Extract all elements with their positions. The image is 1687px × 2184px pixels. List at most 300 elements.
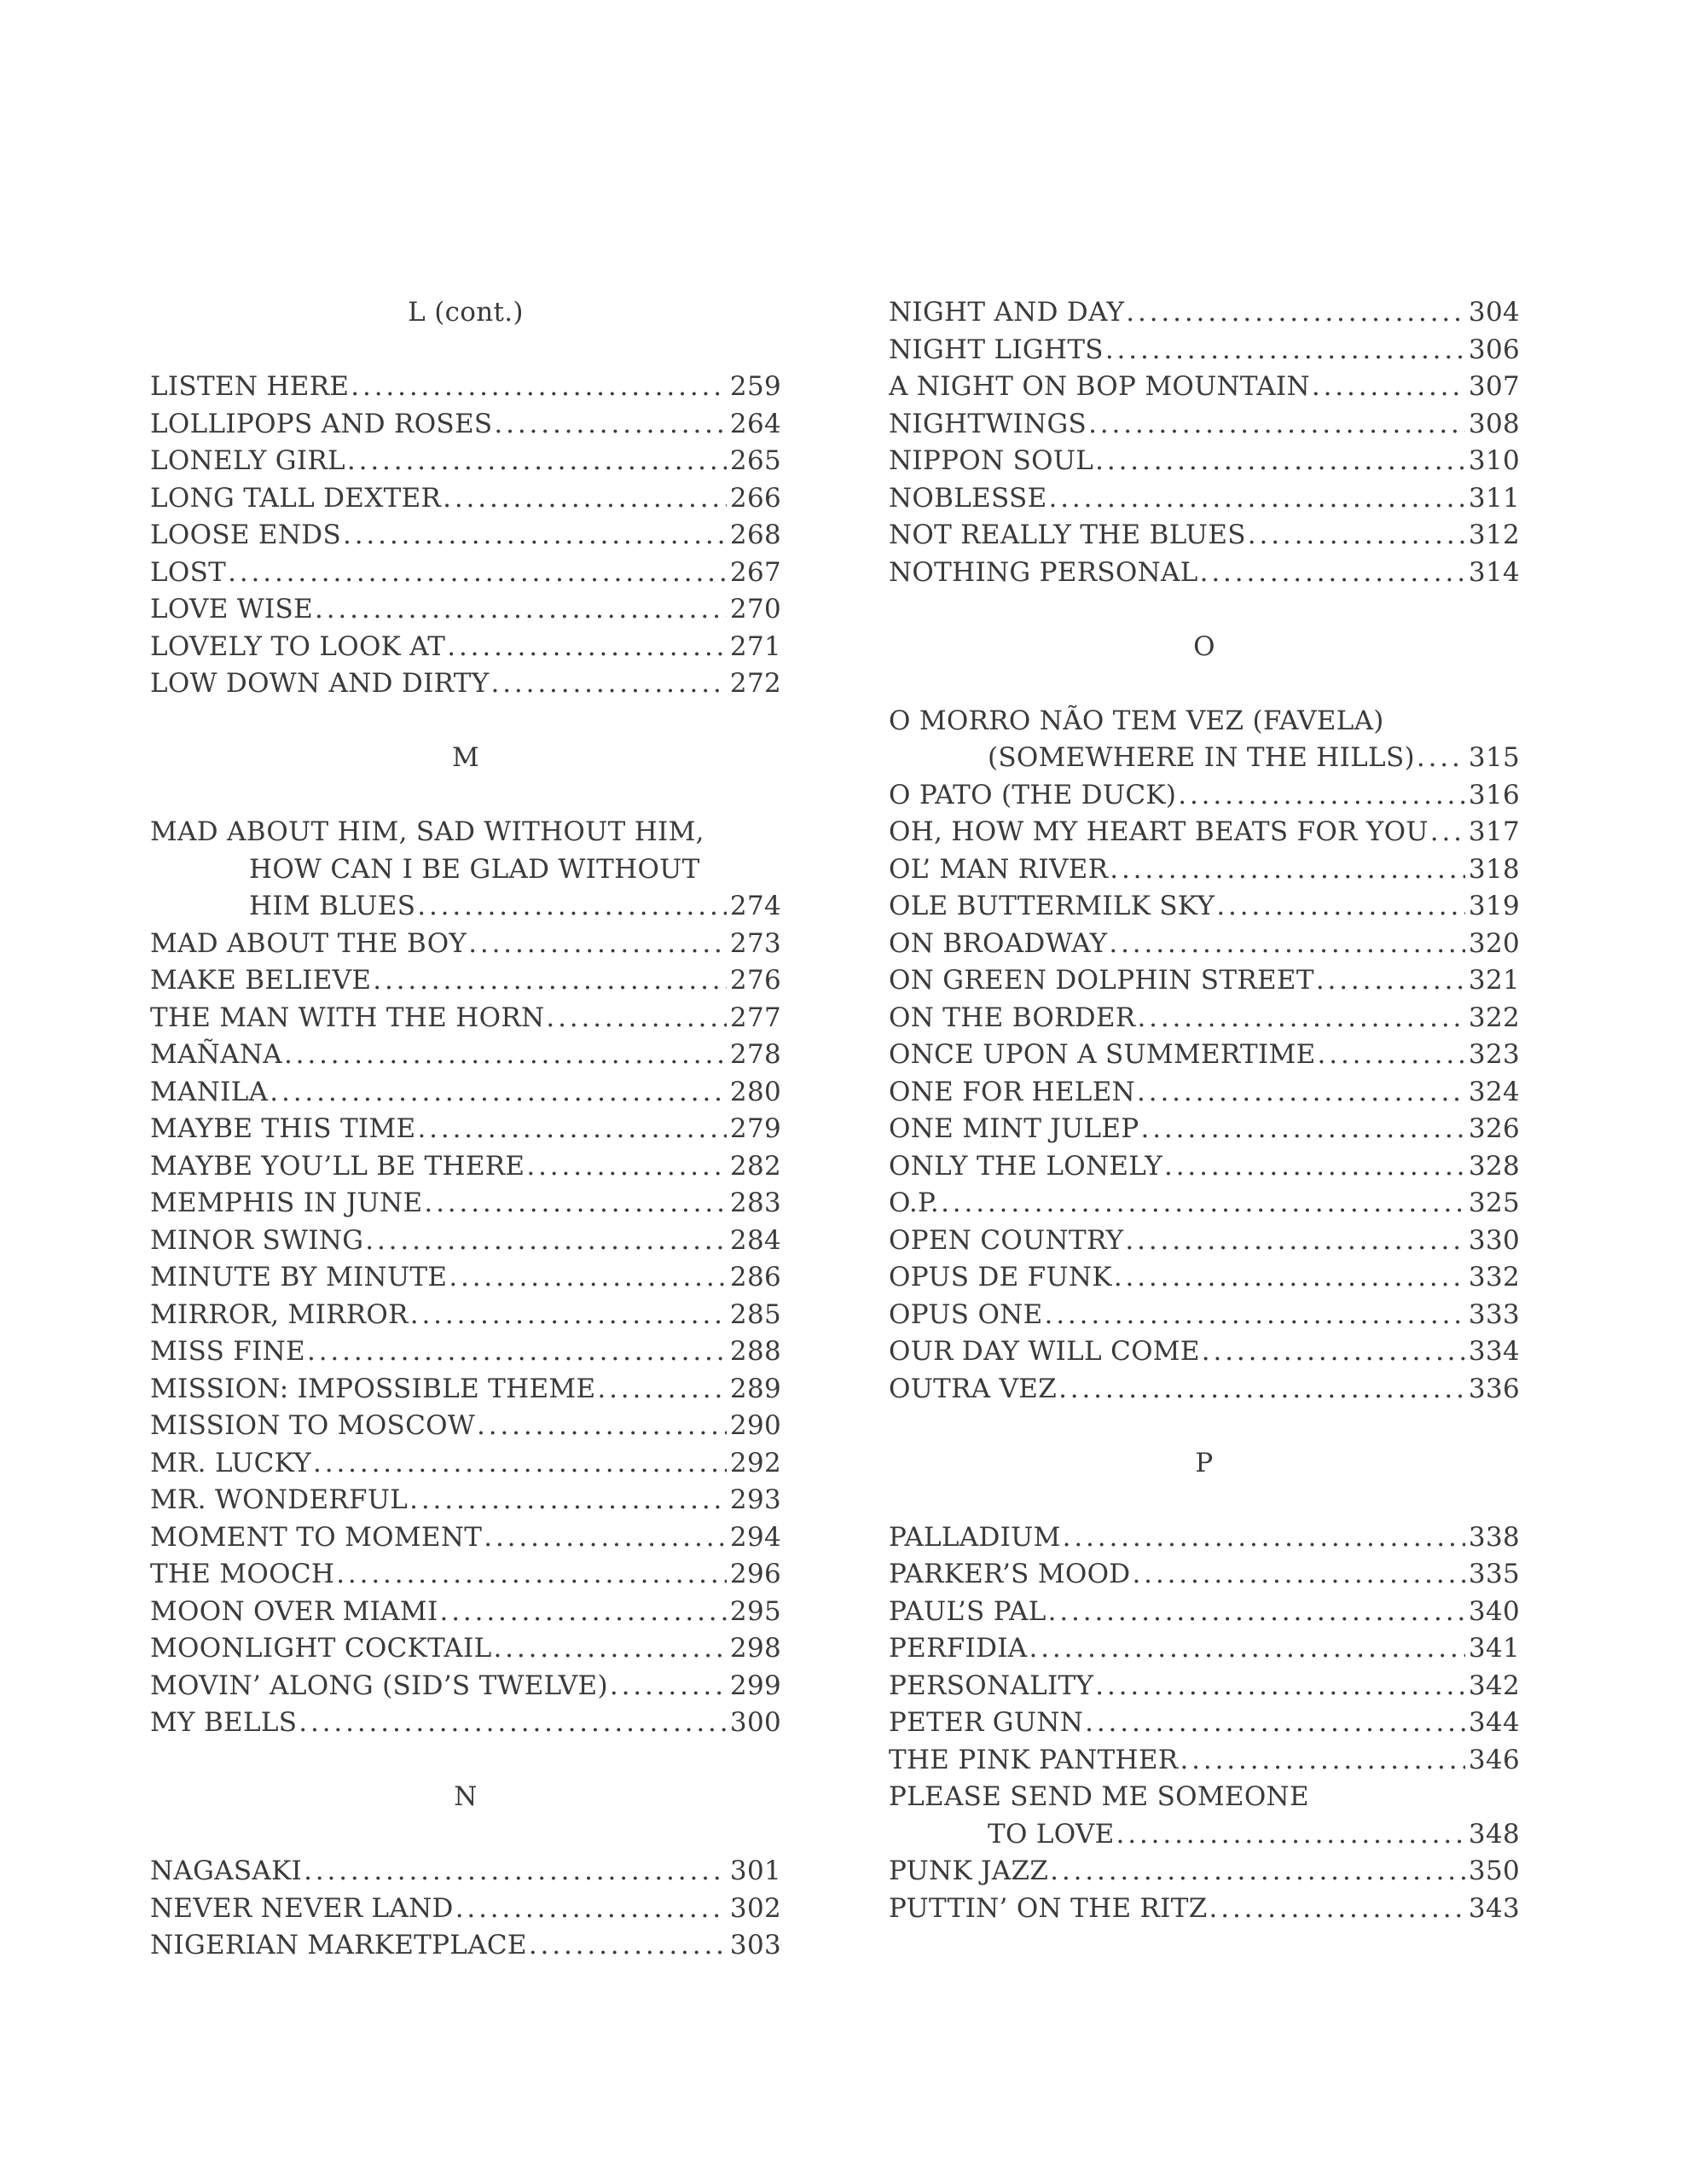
index-column-right bbox=[889, 294, 1520, 1927]
index-entry bbox=[150, 1371, 781, 1409]
entry-title: PUTTIN’ ON THE RITZ bbox=[889, 1892, 1208, 1924]
entry-title: NOTHING PERSONAL bbox=[889, 556, 1198, 588]
entry-title: MAD ABOUT THE BOY bbox=[150, 927, 467, 959]
entry-page-number: 272 bbox=[729, 668, 781, 699]
entry-title: MINUTE BY MINUTE bbox=[150, 1262, 448, 1292]
index-entry bbox=[889, 926, 1520, 963]
index-entry bbox=[889, 332, 1520, 369]
entry-page-number: 314 bbox=[1468, 556, 1520, 588]
entry-title: NIPPON SOUL bbox=[889, 445, 1094, 476]
entry-title: ONE FOR HELEN bbox=[889, 1076, 1136, 1107]
index-entry bbox=[889, 1000, 1520, 1037]
index-entry bbox=[150, 1519, 781, 1557]
entry-title: MEMPHIS IN JUNE bbox=[150, 1188, 423, 1218]
dot-leader bbox=[228, 555, 727, 592]
entry-title: LONG TALL DEXTER bbox=[150, 482, 442, 514]
index-entry bbox=[889, 1223, 1520, 1260]
index-entry bbox=[889, 1742, 1520, 1780]
index-entry bbox=[150, 665, 781, 703]
dot-leader bbox=[307, 1333, 727, 1371]
entry-page-number: 325 bbox=[1468, 1188, 1520, 1218]
entry-page-number: 308 bbox=[1468, 408, 1520, 439]
dot-leader bbox=[1110, 851, 1465, 889]
entry-title: THE MAN WITH THE HORN bbox=[150, 1002, 545, 1033]
entry-page-number: 276 bbox=[729, 965, 781, 996]
index-entry bbox=[150, 1853, 781, 1891]
index-entry bbox=[150, 1074, 781, 1112]
entry-page-number: 306 bbox=[1468, 334, 1520, 365]
index-entry-title-line bbox=[150, 814, 781, 851]
entry-title: LOVE WISE bbox=[150, 594, 314, 624]
entry-page-number: 264 bbox=[729, 408, 781, 439]
entry-title: NOT REALLY THE BLUES bbox=[889, 520, 1246, 550]
dot-leader bbox=[304, 1853, 727, 1891]
entry-page-number: 312 bbox=[1468, 520, 1520, 550]
entry-title: MISSION TO MOSCOW bbox=[150, 1410, 475, 1441]
dot-leader bbox=[1126, 294, 1465, 332]
entry-title: ON GREEN DOLPHIN STREET bbox=[889, 965, 1314, 996]
entry-title: THE PINK PANTHER bbox=[889, 1744, 1179, 1775]
entry-page-number: 322 bbox=[1468, 1002, 1520, 1033]
entry-title: MANILA bbox=[150, 1076, 269, 1107]
entry-page-number: 294 bbox=[729, 1521, 781, 1553]
dot-leader bbox=[443, 480, 727, 518]
entry-title: OPUS DE FUNK bbox=[889, 1262, 1112, 1292]
index-entry bbox=[889, 740, 1520, 777]
entry-page-number: 320 bbox=[1468, 927, 1520, 959]
dot-leader bbox=[270, 1074, 727, 1112]
index-entry bbox=[889, 1111, 1520, 1148]
entry-page-number: 295 bbox=[729, 1595, 781, 1627]
entry-title: LONELY GIRL bbox=[150, 445, 345, 476]
dot-leader bbox=[373, 962, 727, 1000]
spacer bbox=[150, 1816, 781, 1854]
index-entry bbox=[889, 888, 1520, 926]
entry-title: ON THE BORDER bbox=[889, 1002, 1136, 1033]
dot-leader bbox=[1058, 1371, 1465, 1409]
entry-title: LISTEN HERE bbox=[150, 371, 350, 402]
dot-leader bbox=[597, 1371, 727, 1409]
entry-page-number: 289 bbox=[729, 1373, 781, 1404]
dot-leader bbox=[1114, 1259, 1465, 1297]
index-entry bbox=[889, 1668, 1520, 1705]
spacer bbox=[150, 332, 781, 369]
index-entry bbox=[150, 1668, 781, 1705]
entry-page-number: 288 bbox=[729, 1336, 781, 1367]
index-entry bbox=[889, 1037, 1520, 1074]
dot-leader bbox=[546, 1000, 727, 1037]
entry-title: NEVER NEVER LAND bbox=[150, 1892, 454, 1924]
index-entry bbox=[150, 1333, 781, 1371]
spacer bbox=[150, 777, 781, 815]
entry-page-number: 346 bbox=[1468, 1744, 1520, 1775]
dot-leader bbox=[1137, 1000, 1464, 1037]
dot-leader bbox=[1216, 888, 1465, 926]
entry-title: PUNK JAZZ bbox=[889, 1856, 1049, 1886]
index-entry bbox=[150, 1594, 781, 1631]
section-letter-heading: L (cont.) bbox=[408, 297, 524, 328]
dot-leader bbox=[1125, 1223, 1465, 1260]
entry-title: MOONLIGHT COCKTAIL bbox=[150, 1633, 492, 1664]
entry-page-number: 277 bbox=[729, 1002, 781, 1033]
entry-title: O MORRO NÃO TEM VEZ (FAVELA) bbox=[889, 705, 1384, 736]
index-entry bbox=[889, 1594, 1520, 1631]
entry-title: MAYBE YOU’LL BE THERE bbox=[150, 1150, 525, 1182]
dot-leader bbox=[484, 1519, 727, 1557]
dot-leader bbox=[1248, 517, 1465, 555]
index-entry bbox=[889, 406, 1520, 444]
entry-title: LOVELY TO LOOK AT bbox=[150, 630, 446, 662]
dot-leader bbox=[1209, 1891, 1465, 1928]
index-entry bbox=[150, 1259, 781, 1297]
spacer bbox=[150, 703, 781, 741]
dot-leader bbox=[1316, 962, 1465, 1000]
entry-page-number: 315 bbox=[1468, 742, 1520, 773]
entry-title: OPEN COUNTRY bbox=[889, 1224, 1124, 1256]
index-entry bbox=[150, 1556, 781, 1594]
entry-page-number: 282 bbox=[729, 1150, 781, 1182]
entry-title: MY BELLS bbox=[150, 1707, 298, 1738]
dot-leader bbox=[1141, 1111, 1465, 1148]
dot-leader bbox=[410, 1297, 727, 1334]
index-entry bbox=[150, 517, 781, 555]
entry-title: MISS FINE bbox=[150, 1336, 305, 1367]
entry-title: MIRROR, MIRROR bbox=[150, 1298, 409, 1330]
entry-page-number: 299 bbox=[729, 1670, 781, 1701]
entry-title: PETER GUNN bbox=[889, 1707, 1084, 1738]
index-entry bbox=[150, 1891, 781, 1928]
dot-leader bbox=[1180, 1742, 1464, 1780]
dot-leader bbox=[1116, 1816, 1465, 1854]
section-letter-heading: O bbox=[1193, 630, 1215, 662]
entry-title: MAKE BELIEVE bbox=[150, 965, 372, 996]
section-letter-heading: M bbox=[451, 742, 480, 773]
entry-title: O.P. bbox=[889, 1188, 940, 1218]
entry-page-number: 286 bbox=[729, 1262, 781, 1292]
index-entry bbox=[150, 888, 781, 926]
index-entry bbox=[150, 406, 781, 444]
dot-leader bbox=[1048, 1594, 1465, 1631]
index-entry bbox=[889, 777, 1520, 815]
index-entry bbox=[150, 1408, 781, 1445]
dot-leader bbox=[1105, 332, 1465, 369]
index-entry bbox=[889, 1630, 1520, 1668]
dot-leader bbox=[1050, 1853, 1465, 1891]
entry-page-number: 321 bbox=[1468, 965, 1520, 996]
dot-leader bbox=[1063, 1519, 1465, 1557]
entry-page-number: 350 bbox=[1468, 1856, 1520, 1886]
index-entry bbox=[889, 1519, 1520, 1557]
dot-leader bbox=[365, 1223, 727, 1260]
entry-title: HOW CAN I BE GLAD WITHOUT bbox=[249, 853, 700, 885]
spacer bbox=[889, 591, 1520, 629]
entry-page-number: 266 bbox=[729, 482, 781, 514]
index-entry-title-line bbox=[889, 1779, 1520, 1816]
dot-leader bbox=[1095, 1668, 1465, 1705]
entry-page-number: 336 bbox=[1468, 1373, 1520, 1404]
entry-page-number: 333 bbox=[1468, 1298, 1520, 1330]
entry-page-number: 300 bbox=[729, 1707, 781, 1738]
entry-title: MAYBE THIS TIME bbox=[150, 1113, 416, 1144]
entry-title: LOW DOWN AND DIRTY bbox=[150, 668, 490, 699]
dot-leader bbox=[351, 369, 727, 406]
index-entry bbox=[889, 1556, 1520, 1594]
dot-leader bbox=[347, 443, 727, 480]
entry-page-number: 278 bbox=[729, 1039, 781, 1070]
entry-page-number: 334 bbox=[1468, 1336, 1520, 1367]
entry-title: MOMENT TO MOMENT bbox=[150, 1521, 483, 1553]
index-entry bbox=[150, 591, 781, 629]
entry-page-number: 338 bbox=[1468, 1521, 1520, 1553]
index-entry bbox=[889, 962, 1520, 1000]
entry-title: MOVIN’ ALONG (SID’S TWELVE) bbox=[150, 1670, 608, 1701]
entry-title: PALLADIUM bbox=[889, 1521, 1061, 1553]
index-entry bbox=[150, 555, 781, 592]
dot-leader bbox=[1430, 814, 1465, 851]
entry-page-number: 273 bbox=[729, 927, 781, 959]
index-entry bbox=[889, 443, 1520, 480]
index-entry bbox=[889, 1297, 1520, 1334]
dot-leader bbox=[1417, 740, 1465, 777]
index-entry bbox=[889, 814, 1520, 851]
entry-title: MR. LUCKY bbox=[150, 1447, 312, 1478]
index-entry bbox=[150, 1223, 781, 1260]
entry-title: ONCE UPON A SUMMERTIME bbox=[889, 1039, 1316, 1070]
entry-title: O PATO (THE DUCK) bbox=[889, 779, 1177, 810]
entry-page-number: 298 bbox=[729, 1633, 781, 1664]
index-entry bbox=[150, 1148, 781, 1186]
entry-title: OUR DAY WILL COME bbox=[889, 1336, 1200, 1367]
index-entry bbox=[889, 555, 1520, 592]
dot-leader bbox=[1137, 1074, 1465, 1112]
entry-title: NIGHT AND DAY bbox=[889, 297, 1125, 328]
entry-page-number: 344 bbox=[1468, 1707, 1520, 1738]
entry-title: NIGERIAN MARKETPLACE bbox=[150, 1930, 527, 1960]
index-entry bbox=[150, 1185, 781, 1223]
dot-leader bbox=[1095, 443, 1465, 480]
dot-leader bbox=[468, 926, 727, 963]
entry-page-number: 310 bbox=[1468, 445, 1520, 476]
entry-title: A NIGHT ON BOP MOUNTAIN bbox=[889, 371, 1310, 402]
entry-page-number: 330 bbox=[1468, 1224, 1520, 1256]
index-entry bbox=[889, 1816, 1520, 1854]
entry-title: MAÑANA bbox=[150, 1039, 282, 1070]
index-entry bbox=[150, 1705, 781, 1742]
entry-page-number: 319 bbox=[1468, 891, 1520, 921]
entry-page-number: 271 bbox=[729, 630, 781, 662]
dot-leader bbox=[315, 591, 727, 629]
section-letter-heading: P bbox=[1195, 1447, 1214, 1478]
dot-leader bbox=[610, 1668, 727, 1705]
entry-title: OLE BUTTERMILK SKY bbox=[889, 891, 1215, 921]
entry-title: NAGASAKI bbox=[150, 1856, 303, 1886]
index-column-left bbox=[150, 294, 781, 1965]
entry-page-number: 304 bbox=[1468, 297, 1520, 328]
entry-page-number: 340 bbox=[1468, 1595, 1520, 1627]
index-entry bbox=[150, 1927, 781, 1965]
index-entry bbox=[889, 294, 1520, 332]
dot-leader bbox=[1085, 1705, 1465, 1742]
index-entry bbox=[150, 1482, 781, 1519]
index-entry bbox=[889, 1891, 1520, 1928]
dot-leader bbox=[424, 1185, 727, 1223]
entry-title: MISSION: IMPOSSIBLE THEME bbox=[150, 1373, 596, 1404]
dot-leader bbox=[1200, 555, 1465, 592]
spacer bbox=[889, 1408, 1520, 1445]
index-entry bbox=[150, 1630, 781, 1668]
dot-leader bbox=[1164, 1148, 1465, 1186]
dot-leader bbox=[447, 629, 727, 666]
entry-page-number: 324 bbox=[1468, 1076, 1520, 1107]
dot-leader bbox=[1045, 1297, 1465, 1334]
dot-leader bbox=[313, 1445, 727, 1483]
entry-page-number: 335 bbox=[1468, 1559, 1520, 1589]
index-entry-title-line bbox=[150, 851, 781, 889]
index-entry bbox=[150, 926, 781, 963]
index-entry bbox=[889, 1853, 1520, 1891]
dot-leader bbox=[1109, 926, 1465, 963]
entry-title: LOST bbox=[150, 556, 227, 588]
entry-title: OUTRA VEZ bbox=[889, 1373, 1058, 1404]
entry-page-number: 265 bbox=[729, 445, 781, 476]
entry-title: (SOMEWHERE IN THE HILLS) bbox=[988, 742, 1415, 773]
dot-leader bbox=[1178, 777, 1465, 815]
entry-page-number: 311 bbox=[1468, 482, 1520, 514]
entry-title: MR. WONDERFUL bbox=[150, 1484, 409, 1515]
entry-page-number: 307 bbox=[1468, 371, 1520, 402]
entry-title: PAUL’S PAL bbox=[889, 1595, 1046, 1627]
entry-page-number: 274 bbox=[729, 891, 781, 921]
index-entry-title-line bbox=[889, 703, 1520, 741]
entry-page-number: 267 bbox=[729, 556, 781, 588]
entry-title: ONLY THE LONELY bbox=[889, 1150, 1162, 1182]
dot-leader bbox=[343, 517, 727, 555]
dot-leader bbox=[440, 1594, 727, 1631]
dot-leader bbox=[417, 888, 727, 926]
entry-title: TO LOVE bbox=[988, 1818, 1115, 1850]
index-entry bbox=[889, 480, 1520, 518]
index-entry bbox=[150, 1445, 781, 1483]
dot-leader bbox=[494, 406, 727, 444]
entry-page-number: 326 bbox=[1468, 1113, 1520, 1144]
entry-page-number: 283 bbox=[729, 1188, 781, 1218]
entry-page-number: 323 bbox=[1468, 1039, 1520, 1070]
index-entry bbox=[150, 443, 781, 480]
index-entry bbox=[150, 1000, 781, 1037]
index-entry bbox=[889, 1371, 1520, 1409]
entry-title: NOBLESSE bbox=[889, 482, 1047, 514]
entry-page-number: 293 bbox=[729, 1484, 781, 1515]
entry-title: ON BROADWAY bbox=[889, 927, 1108, 959]
entry-title: PARKER’S MOOD bbox=[889, 1559, 1131, 1589]
dot-leader bbox=[941, 1185, 1465, 1223]
entry-page-number: 317 bbox=[1468, 816, 1520, 847]
index-entry bbox=[889, 1705, 1520, 1742]
spacer bbox=[150, 1742, 781, 1780]
entry-page-number: 301 bbox=[729, 1856, 781, 1886]
index-entry bbox=[150, 369, 781, 406]
index-entry bbox=[889, 851, 1520, 889]
index-entry bbox=[150, 962, 781, 1000]
entry-page-number: 296 bbox=[729, 1559, 781, 1589]
entry-page-number: 328 bbox=[1468, 1150, 1520, 1182]
entry-page-number: 285 bbox=[729, 1298, 781, 1330]
entry-page-number: 332 bbox=[1468, 1262, 1520, 1292]
index-entry bbox=[150, 1111, 781, 1148]
dot-leader bbox=[491, 665, 727, 703]
entry-title: OL’ MAN RIVER bbox=[889, 853, 1109, 885]
entry-page-number: 259 bbox=[729, 371, 781, 402]
entry-page-number: 318 bbox=[1468, 853, 1520, 885]
entry-title: PERSONALITY bbox=[889, 1670, 1094, 1701]
entry-page-number: 280 bbox=[729, 1076, 781, 1107]
dot-leader bbox=[529, 1927, 727, 1965]
entry-page-number: 270 bbox=[729, 594, 781, 624]
dot-leader bbox=[493, 1630, 726, 1668]
index-entry bbox=[889, 369, 1520, 406]
entry-page-number: 268 bbox=[729, 520, 781, 550]
index-entry bbox=[889, 517, 1520, 555]
dot-leader bbox=[1312, 369, 1465, 406]
entry-page-number: 284 bbox=[729, 1224, 781, 1256]
entry-title: OH, HOW MY HEART BEATS FOR YOU bbox=[889, 816, 1429, 847]
dot-leader bbox=[409, 1482, 727, 1519]
dot-leader bbox=[417, 1111, 726, 1148]
index-entry bbox=[889, 1333, 1520, 1371]
entry-page-number: 302 bbox=[729, 1892, 781, 1924]
entry-page-number: 303 bbox=[729, 1930, 781, 1960]
entry-title: NIGHTWINGS bbox=[889, 408, 1087, 439]
spacer bbox=[889, 665, 1520, 703]
entry-title: ONE MINT JULEP bbox=[889, 1113, 1139, 1144]
entry-page-number: 292 bbox=[729, 1447, 781, 1478]
entry-page-number: 342 bbox=[1468, 1670, 1520, 1701]
entry-title: HIM BLUES bbox=[249, 891, 416, 921]
index-entry bbox=[150, 480, 781, 518]
index-entry bbox=[889, 1259, 1520, 1297]
entry-page-number: 316 bbox=[1468, 779, 1520, 810]
entry-page-number: 348 bbox=[1468, 1818, 1520, 1850]
entry-title: PLEASE SEND ME SOMEONE bbox=[889, 1781, 1309, 1812]
dot-leader bbox=[477, 1408, 727, 1445]
index-entry bbox=[889, 1148, 1520, 1186]
index-entry bbox=[150, 629, 781, 666]
entry-title: LOLLIPOPS AND ROSES bbox=[150, 408, 493, 439]
entry-page-number: 343 bbox=[1468, 1892, 1520, 1924]
entry-title: MOON OVER MIAMI bbox=[150, 1595, 438, 1627]
index-entry bbox=[889, 1074, 1520, 1112]
index-entry bbox=[150, 1297, 781, 1334]
entry-title: PERFIDIA bbox=[889, 1633, 1028, 1664]
index-entry bbox=[150, 1037, 781, 1074]
dot-leader bbox=[1049, 480, 1465, 518]
entry-title: NIGHT LIGHTS bbox=[889, 334, 1104, 365]
entry-title: OPUS ONE bbox=[889, 1298, 1043, 1330]
dot-leader bbox=[449, 1259, 727, 1297]
entry-title: LOOSE ENDS bbox=[150, 520, 341, 550]
dot-leader bbox=[1132, 1556, 1464, 1594]
entry-page-number: 290 bbox=[729, 1410, 781, 1441]
dot-leader bbox=[1088, 406, 1465, 444]
dot-leader bbox=[299, 1705, 727, 1742]
dot-leader bbox=[284, 1037, 727, 1074]
entry-title: MINOR SWING bbox=[150, 1224, 364, 1256]
dot-leader bbox=[1029, 1630, 1464, 1668]
dot-leader bbox=[1318, 1037, 1465, 1074]
entry-page-number: 341 bbox=[1468, 1633, 1520, 1664]
entry-page-number: 279 bbox=[729, 1113, 781, 1144]
dot-leader bbox=[336, 1556, 727, 1594]
